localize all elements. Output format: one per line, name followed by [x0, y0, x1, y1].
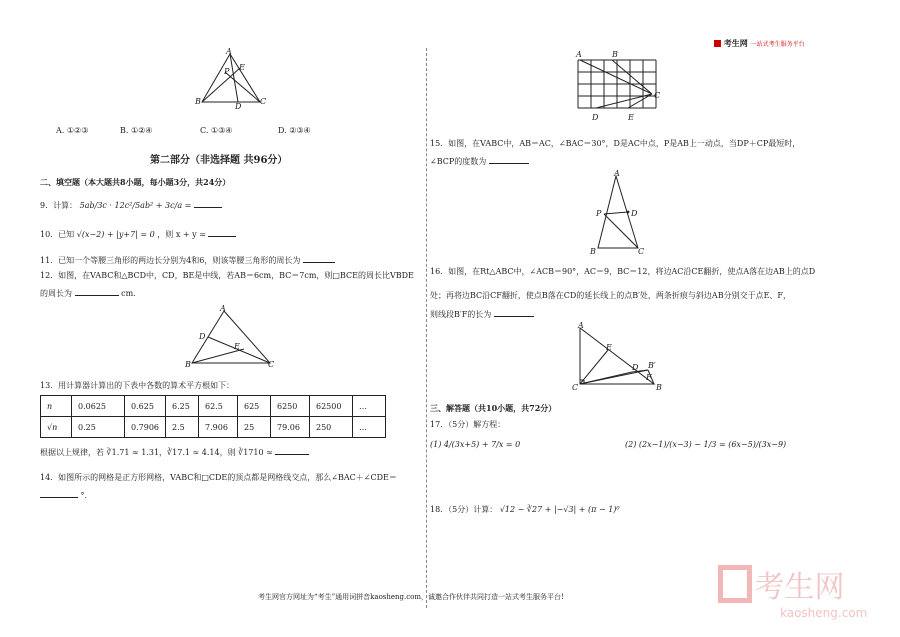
fig-label: P	[224, 67, 230, 76]
table-cell: 6250	[271, 396, 310, 417]
fig-label: E	[239, 63, 245, 72]
table-cell: 0.7906	[125, 417, 166, 438]
question-17: 17．（5分）解方程：	[430, 420, 506, 429]
question-9	[40, 200, 222, 211]
q11-text: 11．已知一个等腰三角形的两边长分别为4和6，则该等腰三角形的周长为	[40, 256, 301, 265]
fig-label: E	[628, 113, 634, 122]
watermark-logo	[718, 562, 867, 620]
table-cell: 7.906	[199, 417, 238, 438]
table-cell: 62500	[310, 396, 353, 417]
choice-c: C. ①③④	[200, 126, 233, 135]
question-17-part2: (2) (2x−1)/(x−3) − 1/3 = (6x−5)/(3x−9)	[625, 440, 787, 449]
watermark-cn: 考生网	[754, 570, 845, 605]
table-cell: n	[41, 396, 72, 417]
q16-text: 则线段B′F的长为	[430, 310, 492, 319]
table-cell: 250	[310, 417, 353, 438]
watermark-en: kaosheng.com	[780, 606, 868, 620]
figure-q15	[590, 168, 650, 256]
question-16-line2: 处；再将边BC沿CF翻折，使点B落在CD的延长线上的点B′处，两条折痕与斜边AB分别交于点E、F，	[430, 291, 791, 300]
figure-q16	[570, 322, 670, 394]
fig-label: A	[614, 169, 620, 178]
table-cell: …	[353, 396, 386, 417]
fig-label: A	[226, 47, 232, 56]
question-15-line2	[430, 156, 529, 167]
fig-label: D	[632, 363, 639, 372]
question-14-line1: 14．如图所示的网格是正方形网格，VABC和□CDE的顶点都是网格线交点，那么∠BAC＋∠CDE＝	[40, 473, 397, 482]
q18-expression: √12 − ∛27 + |−√3| + (π − 1)⁰	[499, 505, 620, 514]
figure-grid-q14	[572, 48, 662, 124]
question-12-line1: 12．如图，在VABC和△BCD中，CD，BE是中线，若AB＝6cm，BC＝7cm，则□BCE的周长比VBDE	[40, 271, 414, 280]
fig-label: A	[220, 304, 226, 313]
fig-label: C	[268, 360, 275, 369]
fig-label: B	[590, 247, 596, 256]
section3-title: 三、解答题（共10小题，共72分）	[430, 403, 557, 413]
fig-label: C	[654, 91, 661, 100]
q15-text: ∠BCP的度数为	[430, 157, 487, 166]
fig-label: C	[260, 97, 267, 106]
table-cell: 79.06	[271, 417, 310, 438]
watermark-icon	[718, 565, 752, 603]
answer-blank	[194, 207, 222, 208]
question-13: 13．用计算器计算出的下表中各数的算术平方根如下：	[40, 381, 235, 390]
choice-a: A. ①②③	[56, 126, 89, 135]
fig-label: D	[631, 209, 638, 218]
table-cell: 625	[238, 396, 271, 417]
table-cell: 62.5	[199, 396, 238, 417]
header-logo	[714, 38, 805, 49]
column-divider	[426, 48, 427, 608]
fig-label: C	[572, 383, 579, 392]
table-cell: √n	[41, 417, 72, 438]
q12-text: 的周长为	[40, 289, 72, 298]
choice-d: D. ②③④	[278, 126, 311, 135]
question-16-line3	[430, 309, 534, 320]
answer-blank	[208, 236, 236, 237]
fig-label: B	[656, 383, 662, 392]
q14-tail: °．	[80, 491, 93, 500]
logo-icon	[714, 40, 721, 47]
question-15-line1: 15．如图，在VABC中，AB＝AC，∠BAC＝30°，D是AC中点，P是AB上一动点，当DP＋CP最短时，	[430, 139, 801, 148]
question-10	[40, 229, 236, 240]
fig-label: B	[195, 97, 201, 106]
question-16-line1: 16．如图，在Rt△ABC中，∠ACB＝90°，AC＝9，BC＝12，将边AC沿CE翻折，使点A落在边AB上的点D	[430, 267, 816, 276]
figure-q12	[182, 303, 278, 371]
fig-label: E	[606, 343, 612, 352]
q10-tail: ，则 x + y =	[157, 230, 206, 239]
q10-label: 10．已知	[40, 230, 75, 239]
q12-unit: cm．	[121, 289, 142, 298]
answer-blank	[303, 262, 335, 263]
table-cell: 2.5	[166, 417, 199, 438]
q10-expression: √(x−2) + |y+7| = 0	[76, 230, 155, 239]
fig-label: B	[612, 50, 618, 59]
q13-note-text: 根据以上规律，若 ∛1.71 ≈ 1.31，∛17.1 ≈ 4.14，则 ∛1710 ≈	[40, 448, 273, 457]
q9-label: 9．计算：	[40, 201, 78, 210]
sqrt-table	[40, 395, 386, 438]
question-11	[40, 255, 335, 266]
fig-label: B	[185, 360, 191, 369]
answer-blank	[275, 454, 309, 455]
fig-label: D	[199, 332, 206, 341]
table-cell: 25	[238, 417, 271, 438]
fig-label: C	[638, 247, 645, 256]
fig-label: P	[596, 209, 602, 218]
q18-label: 18．（5分）计算：	[430, 505, 498, 514]
fig-label: A	[578, 322, 584, 330]
logo-text: 考生网	[723, 39, 748, 48]
table-cell: …	[353, 417, 386, 438]
fig-label: D	[592, 113, 599, 122]
figure-triangle-top	[192, 46, 272, 111]
section2-title: 二、填空题（本大题共8小题，每小题3分，共24分）	[40, 177, 231, 187]
question-17-part1: (1) 4/(3x+5) + 7/x = 0	[430, 440, 521, 449]
logo-tagline: 一站式考生服务平台	[750, 41, 805, 48]
q9-expression: 5ab/3c · 12c²/5ab² + 3c/a =	[79, 201, 192, 210]
question-13-note	[40, 447, 309, 458]
part2-title: 第二部分（非选择题 共96分）	[150, 155, 288, 166]
table-cell: 0.25	[72, 417, 125, 438]
answer-blank	[494, 316, 534, 317]
fig-label: D	[235, 102, 242, 111]
question-18	[430, 504, 620, 515]
table-cell: 6.25	[166, 396, 199, 417]
fig-label: B′	[648, 361, 656, 370]
fig-label: F	[646, 373, 652, 382]
table-row	[41, 396, 386, 417]
footer-text: 考生网官方网址为“考生”通用词拼音kaosheng.com，诚邀合作伙伴共同打造一站式考生服务平台!	[258, 593, 564, 601]
fig-label: A	[576, 50, 582, 59]
table-row	[41, 417, 386, 438]
table-cell: 0.0625	[72, 396, 125, 417]
choice-b: B. ①②④	[120, 126, 153, 135]
fig-label: E	[234, 342, 240, 351]
answer-blank	[489, 163, 529, 164]
answer-blank	[40, 497, 78, 498]
table-cell: 0.625	[125, 396, 166, 417]
question-12-line2	[40, 288, 141, 299]
answer-blank	[75, 295, 119, 296]
question-14-line2	[40, 490, 93, 501]
